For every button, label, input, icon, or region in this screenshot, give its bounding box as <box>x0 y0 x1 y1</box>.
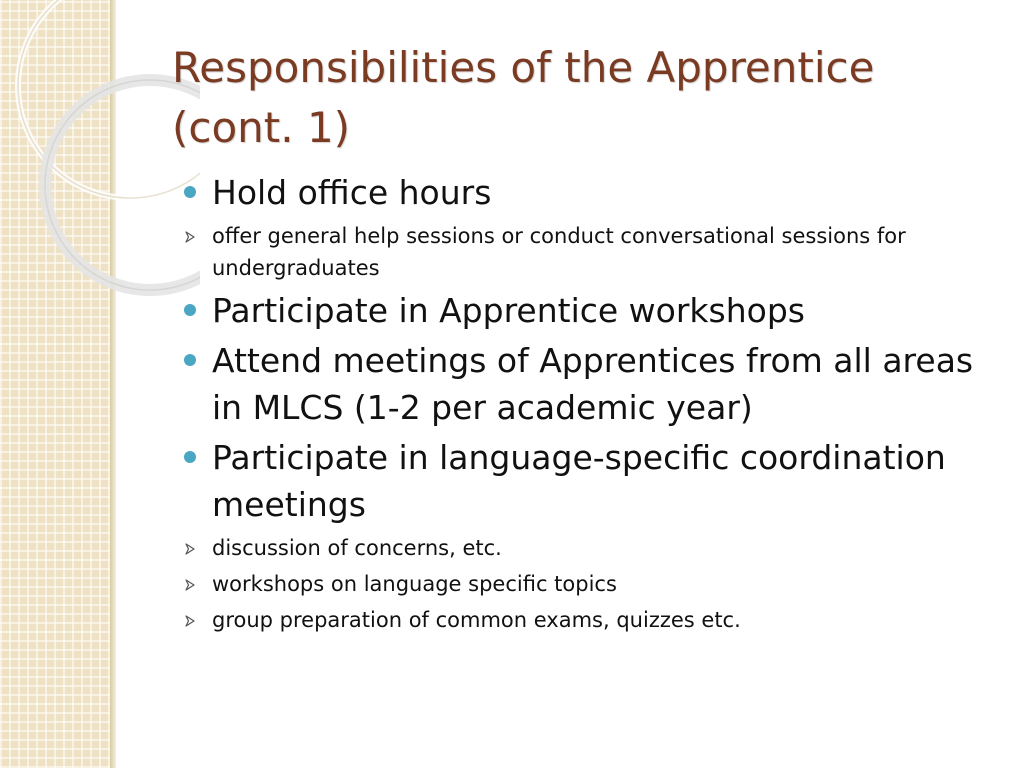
list-item <box>182 287 982 334</box>
list-item <box>182 169 982 216</box>
circle-bullet-icon <box>184 186 196 198</box>
bullet-list <box>182 166 982 638</box>
arrow-bullet-icon <box>184 231 196 243</box>
list-item <box>182 220 982 284</box>
bullet-text: offer general help sessions or conduct conversational sessions for undergraduates <box>212 224 906 280</box>
bullet-text: Participate in Apprentice workshops <box>212 291 805 330</box>
bullet-text: group preparation of common exams, quizzes etc. <box>212 608 741 632</box>
circle-bullet-icon <box>184 304 196 316</box>
arrow-bullet-icon <box>184 543 196 555</box>
circle-bullet-icon <box>184 354 196 366</box>
bullet-text: Hold office hours <box>212 173 492 212</box>
arrow-bullet-icon <box>184 615 196 627</box>
bullet-text: workshops on language specific topics <box>212 572 617 596</box>
slide-title: Responsibilities of the Apprentice (cont. 1) <box>172 43 875 152</box>
list-item <box>182 532 982 564</box>
decorative-rings-icon <box>0 0 200 300</box>
bullet-text: Attend meetings of Apprentices from all areas in MLCS (1-2 per academic year) <box>212 341 974 427</box>
bullet-text: discussion of concerns, etc. <box>212 536 502 560</box>
bullet-text: Participate in language-specific coordination meetings <box>212 438 946 524</box>
list-item <box>182 434 982 528</box>
circle-bullet-icon <box>184 451 196 463</box>
arrow-bullet-icon <box>184 579 196 591</box>
list-item <box>182 604 982 636</box>
list-item <box>182 568 982 600</box>
list-item <box>182 337 982 431</box>
